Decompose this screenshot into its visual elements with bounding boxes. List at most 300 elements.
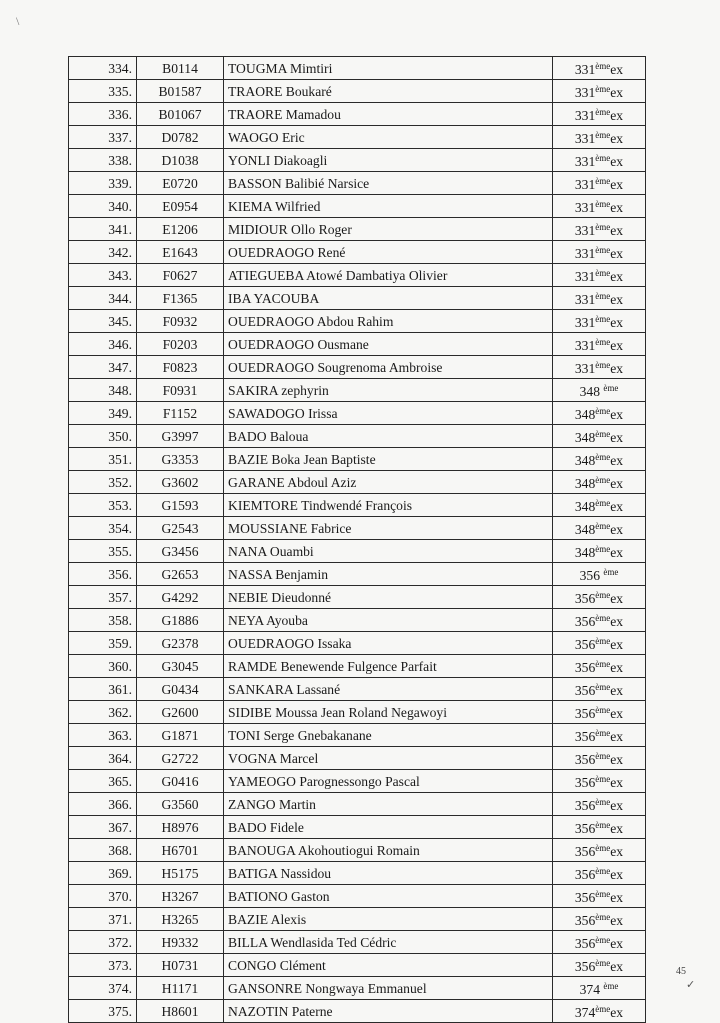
rank-value: 348 bbox=[574, 545, 596, 560]
table-row bbox=[69, 241, 646, 264]
rank-suffix: ex bbox=[610, 545, 624, 560]
candidate-code: G0416 bbox=[137, 770, 224, 793]
rank-value: 348 bbox=[574, 407, 596, 422]
results-table bbox=[68, 56, 646, 1023]
row-number: 338. bbox=[69, 149, 137, 172]
rank-suffix: ex bbox=[610, 913, 624, 928]
rank-cell bbox=[553, 264, 646, 287]
candidate-code: G1886 bbox=[137, 609, 224, 632]
rank-ordinal: ème bbox=[595, 590, 611, 600]
rank-suffix: ex bbox=[610, 775, 624, 790]
rank-cell bbox=[553, 885, 646, 908]
row-number: 356. bbox=[69, 563, 137, 586]
table-row bbox=[69, 195, 646, 218]
candidate-code: G2722 bbox=[137, 747, 224, 770]
row-number: 370. bbox=[69, 885, 137, 908]
rank-ordinal: ème bbox=[595, 751, 611, 761]
row-number: 336. bbox=[69, 103, 137, 126]
candidate-code: G2543 bbox=[137, 517, 224, 540]
page-number: 45 bbox=[676, 966, 686, 977]
rank-cell bbox=[553, 57, 646, 80]
candidate-name: MIDIOUR Ollo Roger bbox=[224, 218, 553, 241]
rank-cell bbox=[553, 862, 646, 885]
table-row bbox=[69, 310, 646, 333]
table-row bbox=[69, 701, 646, 724]
row-number: 359. bbox=[69, 632, 137, 655]
candidate-code: H6701 bbox=[137, 839, 224, 862]
row-number: 340. bbox=[69, 195, 137, 218]
rank-ordinal: ème bbox=[595, 705, 611, 715]
rank-value: 348 bbox=[574, 430, 596, 445]
row-number: 352. bbox=[69, 471, 137, 494]
candidate-code: H5175 bbox=[137, 862, 224, 885]
row-number: 343. bbox=[69, 264, 137, 287]
candidate-code: H3265 bbox=[137, 908, 224, 931]
candidate-code: F1152 bbox=[137, 402, 224, 425]
row-number: 342. bbox=[69, 241, 137, 264]
rank-suffix: ex bbox=[610, 430, 624, 445]
rank-suffix: ex bbox=[610, 453, 624, 468]
rank-ordinal: ème bbox=[595, 199, 611, 209]
rank-cell bbox=[553, 678, 646, 701]
candidate-code: B01587 bbox=[137, 80, 224, 103]
rank-ordinal: ème bbox=[595, 268, 611, 278]
table-row bbox=[69, 724, 646, 747]
candidate-name: SAKIRA zephyrin bbox=[224, 379, 553, 402]
rank-cell bbox=[553, 701, 646, 724]
rank-value: 356 bbox=[574, 775, 596, 790]
candidate-name: IBA YACOUBA bbox=[224, 287, 553, 310]
rank-suffix: ex bbox=[610, 200, 624, 215]
row-number: 345. bbox=[69, 310, 137, 333]
table-row bbox=[69, 770, 646, 793]
row-number: 357. bbox=[69, 586, 137, 609]
row-number: 363. bbox=[69, 724, 137, 747]
rank-suffix: ex bbox=[610, 154, 624, 169]
rank-suffix: ex bbox=[610, 62, 624, 77]
rank-cell bbox=[553, 333, 646, 356]
rank-value: 331 bbox=[574, 315, 596, 330]
candidate-name: CONGO Clément bbox=[224, 954, 553, 977]
rank-cell bbox=[553, 241, 646, 264]
rank-ordinal: ème bbox=[595, 475, 611, 485]
tick-mark: ✓ bbox=[686, 979, 696, 991]
rank-cell bbox=[553, 471, 646, 494]
candidate-code: G0434 bbox=[137, 678, 224, 701]
rank-cell bbox=[553, 632, 646, 655]
rank-cell bbox=[553, 103, 646, 126]
candidate-name: OUEDRAOGO Sougrenoma Ambroise bbox=[224, 356, 553, 379]
rank-cell bbox=[553, 609, 646, 632]
rank-value: 331 bbox=[574, 200, 596, 215]
row-number: 337. bbox=[69, 126, 137, 149]
candidate-code: H0731 bbox=[137, 954, 224, 977]
rank-suffix: ex bbox=[610, 936, 624, 951]
candidate-code: H3267 bbox=[137, 885, 224, 908]
rank-cell bbox=[553, 287, 646, 310]
rank-value: 356 bbox=[574, 729, 596, 744]
candidate-name: VOGNA Marcel bbox=[224, 747, 553, 770]
results-table-body bbox=[69, 57, 646, 1023]
rank-ordinal: ème bbox=[603, 981, 619, 991]
rank-cell bbox=[553, 655, 646, 678]
rank-suffix: ex bbox=[610, 959, 624, 974]
rank-suffix: ex bbox=[610, 890, 624, 905]
rank-value: 356 bbox=[574, 637, 596, 652]
rank-cell bbox=[553, 310, 646, 333]
rank-suffix: ex bbox=[610, 844, 624, 859]
candidate-code: G2600 bbox=[137, 701, 224, 724]
candidate-code: G4292 bbox=[137, 586, 224, 609]
rank-ordinal: ème bbox=[595, 544, 611, 554]
row-number: 339. bbox=[69, 172, 137, 195]
candidate-code: G3560 bbox=[137, 793, 224, 816]
rank-suffix: ex bbox=[610, 729, 624, 744]
rank-value: 348 bbox=[574, 522, 596, 537]
table-row bbox=[69, 517, 646, 540]
candidate-code: E0954 bbox=[137, 195, 224, 218]
candidate-name: YAMEOGO Parognessongo Pascal bbox=[224, 770, 553, 793]
rank-value: 348 bbox=[579, 384, 604, 399]
row-number: 365. bbox=[69, 770, 137, 793]
rank-suffix: ex bbox=[610, 683, 624, 698]
rank-cell bbox=[553, 425, 646, 448]
candidate-name: SIDIBE Moussa Jean Roland Negawoyi bbox=[224, 701, 553, 724]
table-row bbox=[69, 126, 646, 149]
rank-suffix: ex bbox=[610, 269, 624, 284]
table-row bbox=[69, 471, 646, 494]
candidate-name: NEYA Ayouba bbox=[224, 609, 553, 632]
table-row bbox=[69, 586, 646, 609]
row-number: 353. bbox=[69, 494, 137, 517]
table-row bbox=[69, 678, 646, 701]
rank-suffix: ex bbox=[610, 407, 624, 422]
rank-value: 356 bbox=[574, 798, 596, 813]
rank-value: 348 bbox=[574, 453, 596, 468]
rank-suffix: ex bbox=[610, 798, 624, 813]
row-number: 349. bbox=[69, 402, 137, 425]
candidate-code: D1038 bbox=[137, 149, 224, 172]
candidate-name: BAZIE Boka Jean Baptiste bbox=[224, 448, 553, 471]
candidate-code: F1365 bbox=[137, 287, 224, 310]
candidate-name: BATIONO Gaston bbox=[224, 885, 553, 908]
rank-ordinal: ème bbox=[595, 406, 611, 416]
rank-suffix: ex bbox=[610, 821, 624, 836]
rank-cell bbox=[553, 747, 646, 770]
rank-value: 356 bbox=[574, 591, 596, 606]
candidate-name: BASSON Balibié Narsice bbox=[224, 172, 553, 195]
row-number: 350. bbox=[69, 425, 137, 448]
rank-cell bbox=[553, 724, 646, 747]
row-number: 361. bbox=[69, 678, 137, 701]
candidate-code: B0114 bbox=[137, 57, 224, 80]
rank-ordinal: ème bbox=[595, 360, 611, 370]
candidate-code: G2378 bbox=[137, 632, 224, 655]
row-number: 354. bbox=[69, 517, 137, 540]
rank-cell bbox=[553, 356, 646, 379]
rank-cell bbox=[553, 563, 646, 586]
rank-suffix: ex bbox=[610, 1005, 624, 1020]
rank-ordinal: ème bbox=[595, 1004, 611, 1014]
rank-value: 356 bbox=[574, 660, 596, 675]
rank-ordinal: ème bbox=[595, 958, 611, 968]
rank-ordinal: ème bbox=[595, 452, 611, 462]
table-row bbox=[69, 287, 646, 310]
candidate-name: NAZOTIN Paterne bbox=[224, 1000, 553, 1023]
row-number: 348. bbox=[69, 379, 137, 402]
table-row bbox=[69, 839, 646, 862]
rank-suffix: ex bbox=[610, 660, 624, 675]
row-number: 334. bbox=[69, 57, 137, 80]
rank-suffix: ex bbox=[610, 223, 624, 238]
candidate-name: OUEDRAOGO Issaka bbox=[224, 632, 553, 655]
row-number: 335. bbox=[69, 80, 137, 103]
rank-ordinal: ème bbox=[595, 820, 611, 830]
candidate-code: E1643 bbox=[137, 241, 224, 264]
table-row bbox=[69, 57, 646, 80]
rank-value: 356 bbox=[574, 844, 596, 859]
row-number: 351. bbox=[69, 448, 137, 471]
table-row bbox=[69, 1000, 646, 1023]
table-row bbox=[69, 425, 646, 448]
candidate-name: BANOUGA Akohoutiogui Romain bbox=[224, 839, 553, 862]
rank-ordinal: ème bbox=[595, 291, 611, 301]
row-number: 372. bbox=[69, 931, 137, 954]
table-row bbox=[69, 908, 646, 931]
rank-value: 356 bbox=[574, 890, 596, 905]
candidate-name: GANSONRE Nongwaya Emmanuel bbox=[224, 977, 553, 1000]
row-number: 374. bbox=[69, 977, 137, 1000]
rank-ordinal: ème bbox=[595, 797, 611, 807]
rank-ordinal: ème bbox=[595, 429, 611, 439]
table-row bbox=[69, 264, 646, 287]
row-number: 367. bbox=[69, 816, 137, 839]
candidate-code: H8976 bbox=[137, 816, 224, 839]
rank-cell bbox=[553, 218, 646, 241]
candidate-code: G1871 bbox=[137, 724, 224, 747]
candidate-code: G2653 bbox=[137, 563, 224, 586]
row-number: 373. bbox=[69, 954, 137, 977]
rank-ordinal: ème bbox=[595, 107, 611, 117]
rank-ordinal: ème bbox=[603, 567, 619, 577]
rank-suffix: ex bbox=[610, 246, 624, 261]
rank-suffix: ex bbox=[610, 292, 624, 307]
candidate-name: OUEDRAOGO Abdou Rahim bbox=[224, 310, 553, 333]
rank-value: 331 bbox=[574, 246, 596, 261]
rank-value: 356 bbox=[574, 683, 596, 698]
rank-value: 348 bbox=[574, 476, 596, 491]
candidate-code: H8601 bbox=[137, 1000, 224, 1023]
candidate-code: F0823 bbox=[137, 356, 224, 379]
rank-ordinal: ème bbox=[595, 84, 611, 94]
rank-suffix: ex bbox=[610, 361, 624, 376]
table-row bbox=[69, 149, 646, 172]
rank-ordinal: ème bbox=[595, 866, 611, 876]
table-row bbox=[69, 609, 646, 632]
rank-cell bbox=[553, 402, 646, 425]
table-row bbox=[69, 494, 646, 517]
candidate-name: KIEMA Wilfried bbox=[224, 195, 553, 218]
row-number: 346. bbox=[69, 333, 137, 356]
candidate-code: G1593 bbox=[137, 494, 224, 517]
rank-ordinal: ème bbox=[603, 383, 619, 393]
rank-cell bbox=[553, 540, 646, 563]
candidate-name: ATIEGUEBA Atowé Dambatiya Olivier bbox=[224, 264, 553, 287]
candidate-code: G3045 bbox=[137, 655, 224, 678]
rank-ordinal: ème bbox=[595, 176, 611, 186]
corner-mark: \ bbox=[16, 14, 20, 28]
rank-ordinal: ème bbox=[595, 889, 611, 899]
rank-cell bbox=[553, 586, 646, 609]
rank-cell bbox=[553, 977, 646, 1000]
table-row bbox=[69, 448, 646, 471]
rank-suffix: ex bbox=[610, 614, 624, 629]
rank-ordinal: ème bbox=[595, 314, 611, 324]
rank-ordinal: ème bbox=[595, 728, 611, 738]
rank-ordinal: ème bbox=[595, 613, 611, 623]
candidate-code: E1206 bbox=[137, 218, 224, 241]
candidate-name: OUEDRAOGO René bbox=[224, 241, 553, 264]
rank-value: 331 bbox=[574, 361, 596, 376]
rank-cell bbox=[553, 126, 646, 149]
rank-cell bbox=[553, 770, 646, 793]
rank-ordinal: ème bbox=[595, 636, 611, 646]
candidate-name: BADO Fidele bbox=[224, 816, 553, 839]
rank-suffix: ex bbox=[610, 706, 624, 721]
candidate-name: OUEDRAOGO Ousmane bbox=[224, 333, 553, 356]
table-row bbox=[69, 103, 646, 126]
row-number: 358. bbox=[69, 609, 137, 632]
candidate-name: TONI Serge Gnebakanane bbox=[224, 724, 553, 747]
table-row bbox=[69, 80, 646, 103]
rank-cell bbox=[553, 793, 646, 816]
candidate-code: F0932 bbox=[137, 310, 224, 333]
table-row bbox=[69, 218, 646, 241]
rank-value: 331 bbox=[574, 62, 596, 77]
rank-ordinal: ème bbox=[595, 774, 611, 784]
table-row bbox=[69, 862, 646, 885]
candidate-name: MOUSSIANE Fabrice bbox=[224, 517, 553, 540]
rank-value: 374 bbox=[574, 1005, 596, 1020]
rank-ordinal: ème bbox=[595, 498, 611, 508]
candidate-code: G3602 bbox=[137, 471, 224, 494]
rank-ordinal: ème bbox=[595, 843, 611, 853]
table-row bbox=[69, 632, 646, 655]
rank-cell bbox=[553, 448, 646, 471]
candidate-name: BATIGA Nassidou bbox=[224, 862, 553, 885]
table-row bbox=[69, 977, 646, 1000]
rank-value: 331 bbox=[574, 108, 596, 123]
row-number: 360. bbox=[69, 655, 137, 678]
rank-cell bbox=[553, 954, 646, 977]
rank-ordinal: ème bbox=[595, 130, 611, 140]
rank-ordinal: ème bbox=[595, 337, 611, 347]
candidate-code: H1171 bbox=[137, 977, 224, 1000]
table-row bbox=[69, 379, 646, 402]
rank-suffix: ex bbox=[610, 591, 624, 606]
rank-value: 356 bbox=[574, 706, 596, 721]
rank-cell bbox=[553, 80, 646, 103]
rank-suffix: ex bbox=[610, 499, 624, 514]
row-number: 355. bbox=[69, 540, 137, 563]
table-row bbox=[69, 540, 646, 563]
candidate-name: BILLA Wendlasida Ted Cédric bbox=[224, 931, 553, 954]
table-row bbox=[69, 747, 646, 770]
rank-ordinal: ème bbox=[595, 153, 611, 163]
table-row bbox=[69, 816, 646, 839]
rank-ordinal: ème bbox=[595, 659, 611, 669]
rank-ordinal: ème bbox=[595, 682, 611, 692]
rank-suffix: ex bbox=[610, 476, 624, 491]
candidate-name: BADO Baloua bbox=[224, 425, 553, 448]
rank-value: 356 bbox=[574, 821, 596, 836]
rank-suffix: ex bbox=[610, 752, 624, 767]
candidate-name: TRAORE Mamadou bbox=[224, 103, 553, 126]
candidate-code: F0627 bbox=[137, 264, 224, 287]
rank-suffix: ex bbox=[610, 867, 624, 882]
rank-cell bbox=[553, 839, 646, 862]
candidate-name: WAOGO Eric bbox=[224, 126, 553, 149]
rank-cell bbox=[553, 908, 646, 931]
candidate-name: ZANGO Martin bbox=[224, 793, 553, 816]
rank-value: 331 bbox=[574, 338, 596, 353]
candidate-code: B01067 bbox=[137, 103, 224, 126]
rank-suffix: ex bbox=[610, 637, 624, 652]
row-number: 368. bbox=[69, 839, 137, 862]
table-row bbox=[69, 954, 646, 977]
table-row bbox=[69, 563, 646, 586]
rank-suffix: ex bbox=[610, 108, 624, 123]
candidate-code: D0782 bbox=[137, 126, 224, 149]
candidate-code: F0931 bbox=[137, 379, 224, 402]
row-number: 362. bbox=[69, 701, 137, 724]
rank-value: 348 bbox=[574, 499, 596, 514]
rank-cell bbox=[553, 931, 646, 954]
rank-value: 356 bbox=[579, 568, 604, 583]
rank-ordinal: ème bbox=[595, 222, 611, 232]
table-row bbox=[69, 402, 646, 425]
rank-ordinal: ème bbox=[595, 245, 611, 255]
rank-value: 331 bbox=[574, 154, 596, 169]
rank-value: 356 bbox=[574, 867, 596, 882]
row-number: 344. bbox=[69, 287, 137, 310]
rank-suffix: ex bbox=[610, 131, 624, 146]
rank-cell bbox=[553, 1000, 646, 1023]
rank-value: 331 bbox=[574, 292, 596, 307]
rank-cell bbox=[553, 816, 646, 839]
rank-value: 374 bbox=[579, 982, 604, 997]
rank-value: 331 bbox=[574, 223, 596, 238]
candidate-name: TOUGMA Mimtiri bbox=[224, 57, 553, 80]
candidate-name: TRAORE Boukaré bbox=[224, 80, 553, 103]
table-row bbox=[69, 655, 646, 678]
rank-ordinal: ème bbox=[595, 912, 611, 922]
candidate-name: SANKARA Lassané bbox=[224, 678, 553, 701]
rank-value: 331 bbox=[574, 131, 596, 146]
row-number: 371. bbox=[69, 908, 137, 931]
rank-value: 331 bbox=[574, 85, 596, 100]
candidate-name: GARANE Abdoul Aziz bbox=[224, 471, 553, 494]
rank-cell bbox=[553, 172, 646, 195]
rank-value: 356 bbox=[574, 752, 596, 767]
row-number: 347. bbox=[69, 356, 137, 379]
row-number: 341. bbox=[69, 218, 137, 241]
table-row bbox=[69, 931, 646, 954]
candidate-code: G3353 bbox=[137, 448, 224, 471]
rank-cell bbox=[553, 149, 646, 172]
rank-value: 356 bbox=[574, 936, 596, 951]
rank-value: 356 bbox=[574, 913, 596, 928]
